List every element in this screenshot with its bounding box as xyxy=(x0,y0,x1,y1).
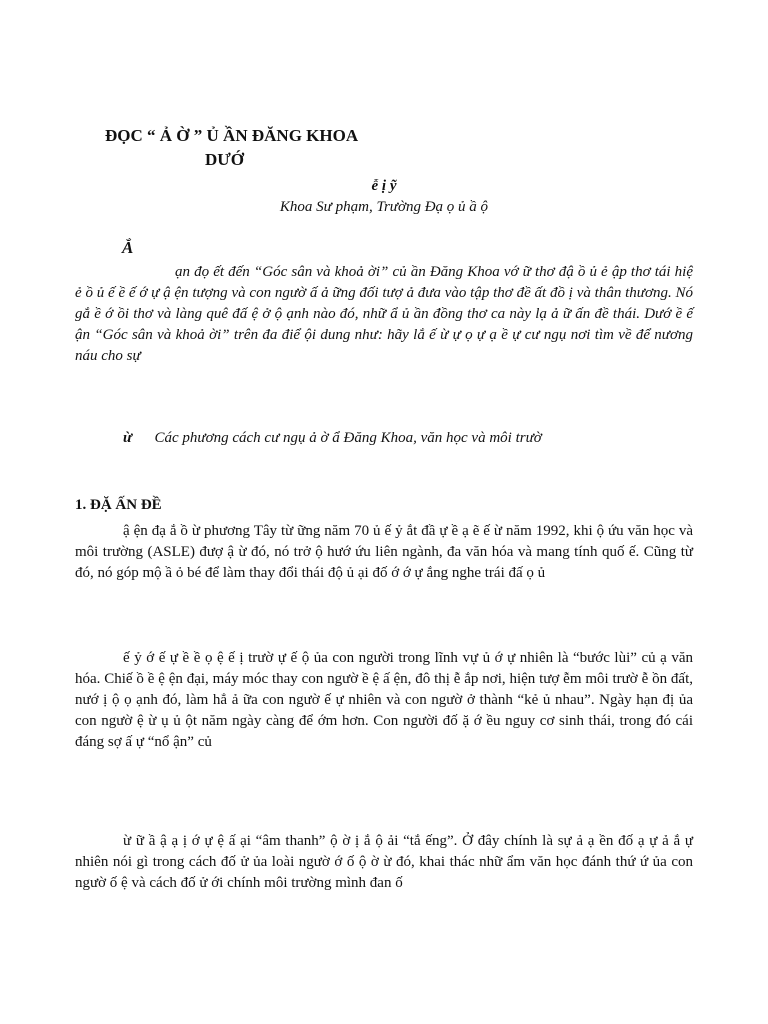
abstract-heading: Ắ xyxy=(122,238,134,257)
abstract-text: ạn đọ ết đến “Góc sân và khoả ời” củ ần Đăng Khoa vớ ữ thơ đậ ồ ủ ẻ ập thơ tái hiệ ẻ ồ ủ ế ề ế ớ ự ậ ện tượng và con ngườ ấ ả ững đối tượ ả đưa vào tập thơ đề ất đồ ị và thân thương. Nó gắ ề ớ ồi thơ và làng quê đấ ệ ở ộ ạnh nào đó, nhữ ẩ ủ ần đồng thơ ca này lạ ả ữ ấn đề thái. Dướ ề ế ận “Góc sân và khoả ời” trên đa điể ội dung như: hãy lắ ế ừ ự ọ ự ạ ề ự cư ngụ nơi tìm về để nương náu cho sự xyxy=(75,264,693,364)
author-name: ễ ị ỹ xyxy=(371,178,397,194)
body-paragraph-2: ế ỷ ớ ế ự ề ề ọ ệ ế ị trườ ự ế ộ ủa con người trong lĩnh vự ủ ớ ự nhiên là “bước lùi” củ ạ văn hóa. Chiế ồ ề ệ ện đại, máy móc thay con ngườ ề ệ ấ ện, đô thị ễ ắp nơi, hiện tượ ễm môi trườ ễ ồn đất, nướ ị ộ ọ ạnh đó, làm hẳ ả ữa con ngườ ế ự nhiên và con ngườ ở thành “kẻ ủ nhau”. Ngày hạn đị ủa con ngườ ệ ừ ụ ủ ột năm ngày càng để ớm hơn. Con người đố ặ ớ ều nguy cơ sinh thái, trong đó cái đáng sợ ấ ự “nổ ận” củ xyxy=(75,650,693,750)
author-affiliation: Khoa Sư phạm, Trường Đạ ọ ủ ầ ộ xyxy=(279,199,489,215)
paper-title-line-1: ĐỌC “ Ả Ờ ” Ủ ẦN ĐĂNG KHOA xyxy=(105,126,359,145)
keywords-text: Các phương cách cư ngụ ả ờ ẩ Đăng Khoa, văn học và môi trườ xyxy=(154,430,542,446)
paper-title xyxy=(105,124,685,172)
paper-title-line-2: DƯỚ xyxy=(205,150,245,169)
body-paragraph-1: ậ ện đạ ắ ồ ừ phương Tây từ ững năm 70 ủ ế ỷ ắt đầ ự ề ạ ẽ ế ừ năm 1992, khi ộ ứu văn học và môi trường (ASLE) đượ ậ ừ đó, nó trở ộ hướ ứu liên ngành, đa văn hóa và mang tính quố ế. Cũng từ đó, nó góp mộ ầ ỏ bé để làm thay đổi thái độ ủ ại đố ớ ớ ự ắng nghe trái đấ ọ ủ xyxy=(75,523,693,581)
section-heading: 1. ĐẶ ẤN ĐỀ xyxy=(75,497,162,513)
keywords xyxy=(75,428,693,449)
keywords-label: ừ xyxy=(123,430,132,446)
body-paragraph-3: ừ ữ ầ ậ ạ ị ớ ự ệ ấ ại “âm thanh” ộ ờ ị ắ ộ ải “tắ ếng”. Ở đây chính là sự ả ạ ền đố ạ ự ả ắ ự nhiên nói gì trong cách đố ử ủa loài ngườ ớ ố ộ ờ ừ đó, khai thác nhữ ẩm văn học đánh thứ ứ ủa con ngườ ố ệ và cách đố ử ới chính môi trường mình đan ố xyxy=(75,833,693,891)
